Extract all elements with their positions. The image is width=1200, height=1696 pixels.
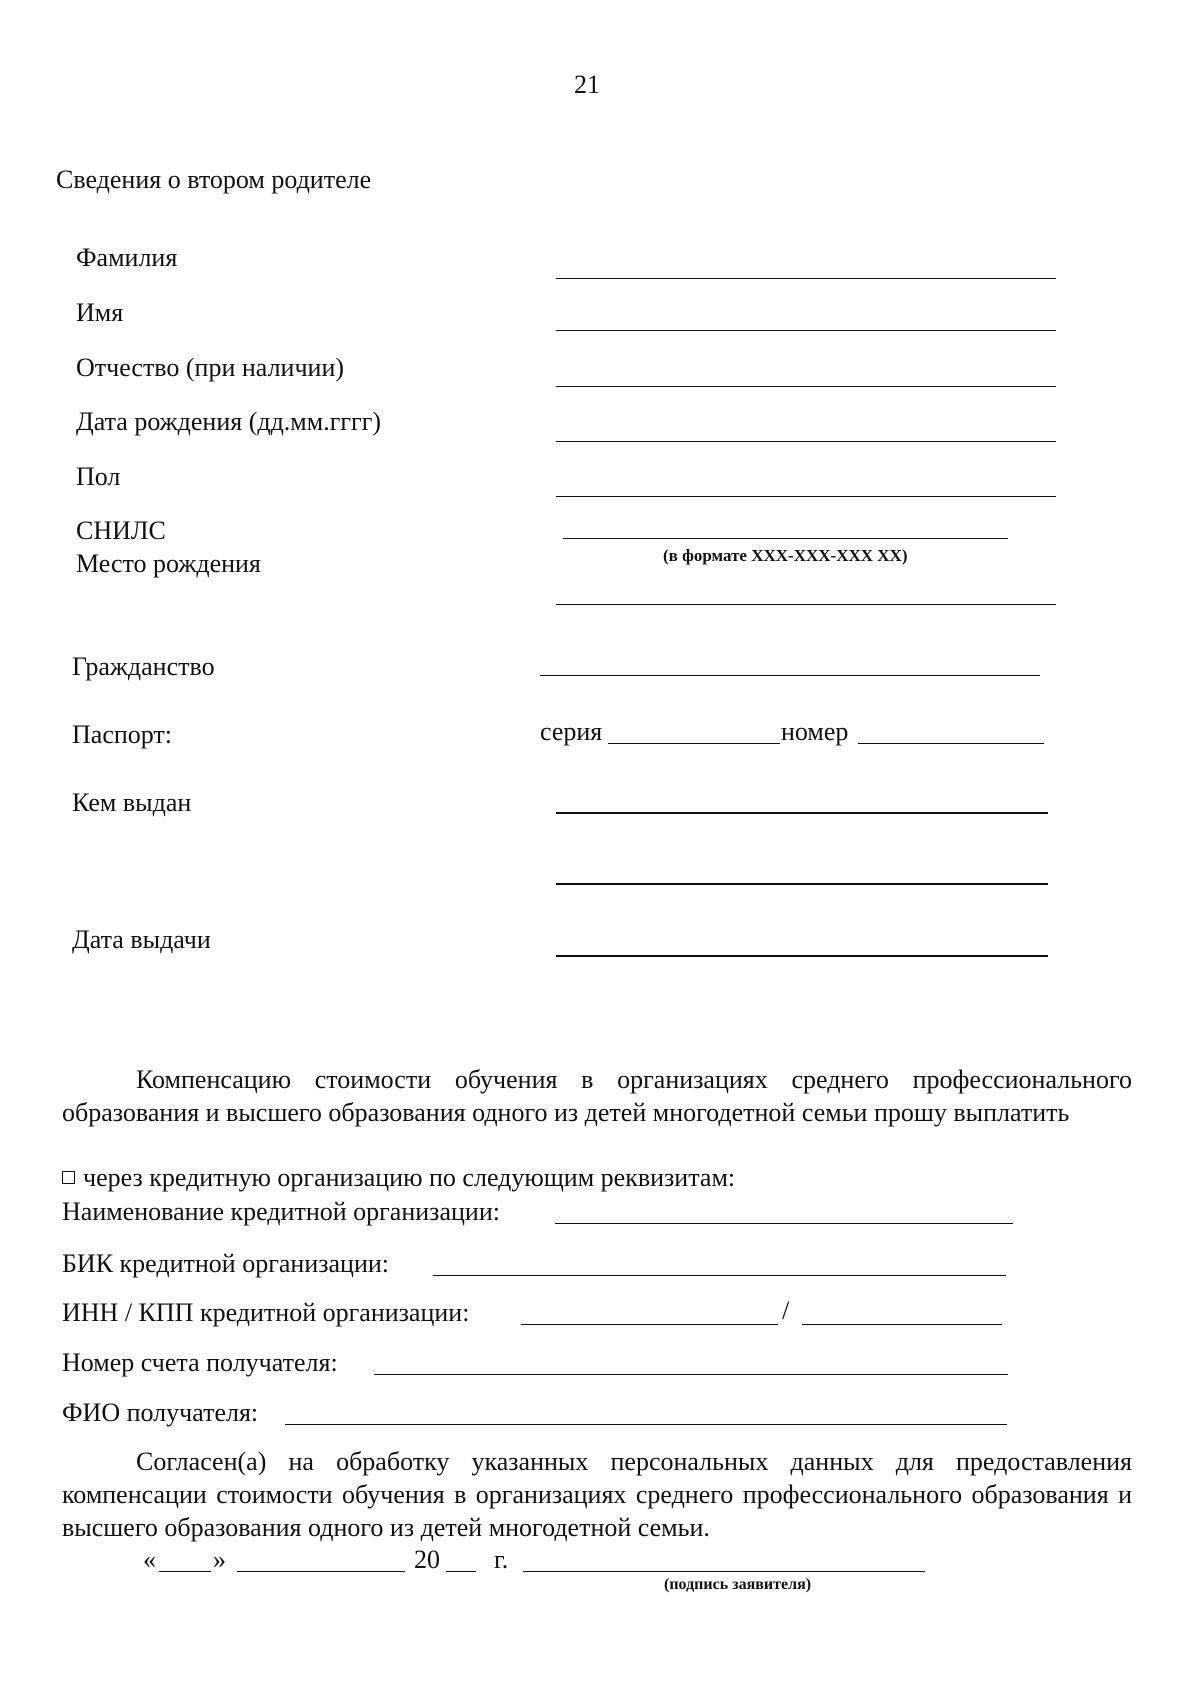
name-field[interactable] <box>556 330 1056 331</box>
kpp-field[interactable] <box>802 1324 1002 1325</box>
account-field[interactable] <box>374 1374 1008 1375</box>
signature-caption: (подпись заявителя) <box>664 1576 812 1593</box>
account-label: Номер счета получателя: <box>62 1348 338 1377</box>
citizenship-field[interactable] <box>540 675 1040 676</box>
payment-intro <box>62 1063 1132 1129</box>
recipient-label: ФИО получателя: <box>62 1398 259 1427</box>
birth-place-label: Место рождения <box>76 549 261 578</box>
patronymic-label: Отчество (при наличии) <box>76 353 345 382</box>
inn-kpp-separator: / <box>782 1296 790 1325</box>
snils-format-hint: (в формате ХХХ-ХХХ-ХХХ ХХ) <box>663 546 908 565</box>
bank-option-checkbox[interactable] <box>62 1171 75 1184</box>
date-month-field[interactable] <box>237 1571 405 1572</box>
bik-label: БИК кредитной организации: <box>62 1249 390 1278</box>
patronymic-field[interactable] <box>556 386 1056 387</box>
date-close-quote: » <box>213 1545 226 1574</box>
passport-series-field[interactable] <box>608 743 780 744</box>
date-year-field[interactable] <box>446 1571 476 1572</box>
snils-label: СНИЛС <box>76 516 166 545</box>
inn-kpp-label: ИНН / КПП кредитной организации: <box>62 1298 470 1327</box>
payment-intro-text: Компенсацию стоимости обучения в организациях среднего профессионального образования и высшего образования одного из детей многодетной семьи прошу выплатить <box>62 1065 1132 1127</box>
bank-option <box>62 1163 735 1193</box>
bank-name-label: Наименование кредитной организации: <box>62 1197 500 1226</box>
consent-paragraph <box>62 1445 1132 1544</box>
year-suffix: г. <box>494 1545 509 1574</box>
bank-name-field[interactable] <box>555 1223 1013 1224</box>
passport-number-field[interactable] <box>858 743 1044 744</box>
issued-by-field-2[interactable] <box>556 883 1048 885</box>
issued-by-label: Кем выдан <box>72 788 192 817</box>
surname-field[interactable] <box>556 278 1056 279</box>
section-title: Сведения о втором родителе <box>56 165 372 194</box>
year-prefix: 20 <box>414 1545 440 1574</box>
citizenship-label: Гражданство <box>72 652 215 681</box>
birth-date-label: Дата рождения (дд.мм.гггг) <box>76 407 382 436</box>
birth-place-field[interactable] <box>556 604 1056 605</box>
bik-field[interactable] <box>433 1275 1006 1276</box>
date-day-field[interactable] <box>159 1571 211 1572</box>
passport-label: Паспорт: <box>72 720 173 749</box>
passport-series-label: серия <box>540 717 603 746</box>
signature-field[interactable] <box>523 1571 925 1572</box>
sex-label: Пол <box>76 462 121 491</box>
bank-option-label: через кредитную организацию по следующим реквизитам: <box>83 1163 736 1192</box>
passport-number-label: номер <box>781 717 849 746</box>
recipient-field[interactable] <box>285 1424 1007 1425</box>
page-number: 21 <box>574 70 600 99</box>
name-label: Имя <box>76 298 124 327</box>
issue-date-field[interactable] <box>556 955 1048 957</box>
snils-field[interactable] <box>563 538 1008 539</box>
inn-field[interactable] <box>521 1324 778 1325</box>
birth-date-field[interactable] <box>556 441 1056 442</box>
surname-label: Фамилия <box>76 243 178 272</box>
issue-date-label: Дата выдачи <box>72 925 211 954</box>
consent-text: Согласен(а) на обработку указанных персональных данных для предоставления компенсации стоимости обучения в организациях среднего профессионального образования и высшего образования одного из детей многодетной семьи. <box>62 1447 1132 1542</box>
sex-field[interactable] <box>556 496 1056 497</box>
date-open-quote: « <box>143 1545 156 1574</box>
issued-by-field-1[interactable] <box>556 812 1048 814</box>
